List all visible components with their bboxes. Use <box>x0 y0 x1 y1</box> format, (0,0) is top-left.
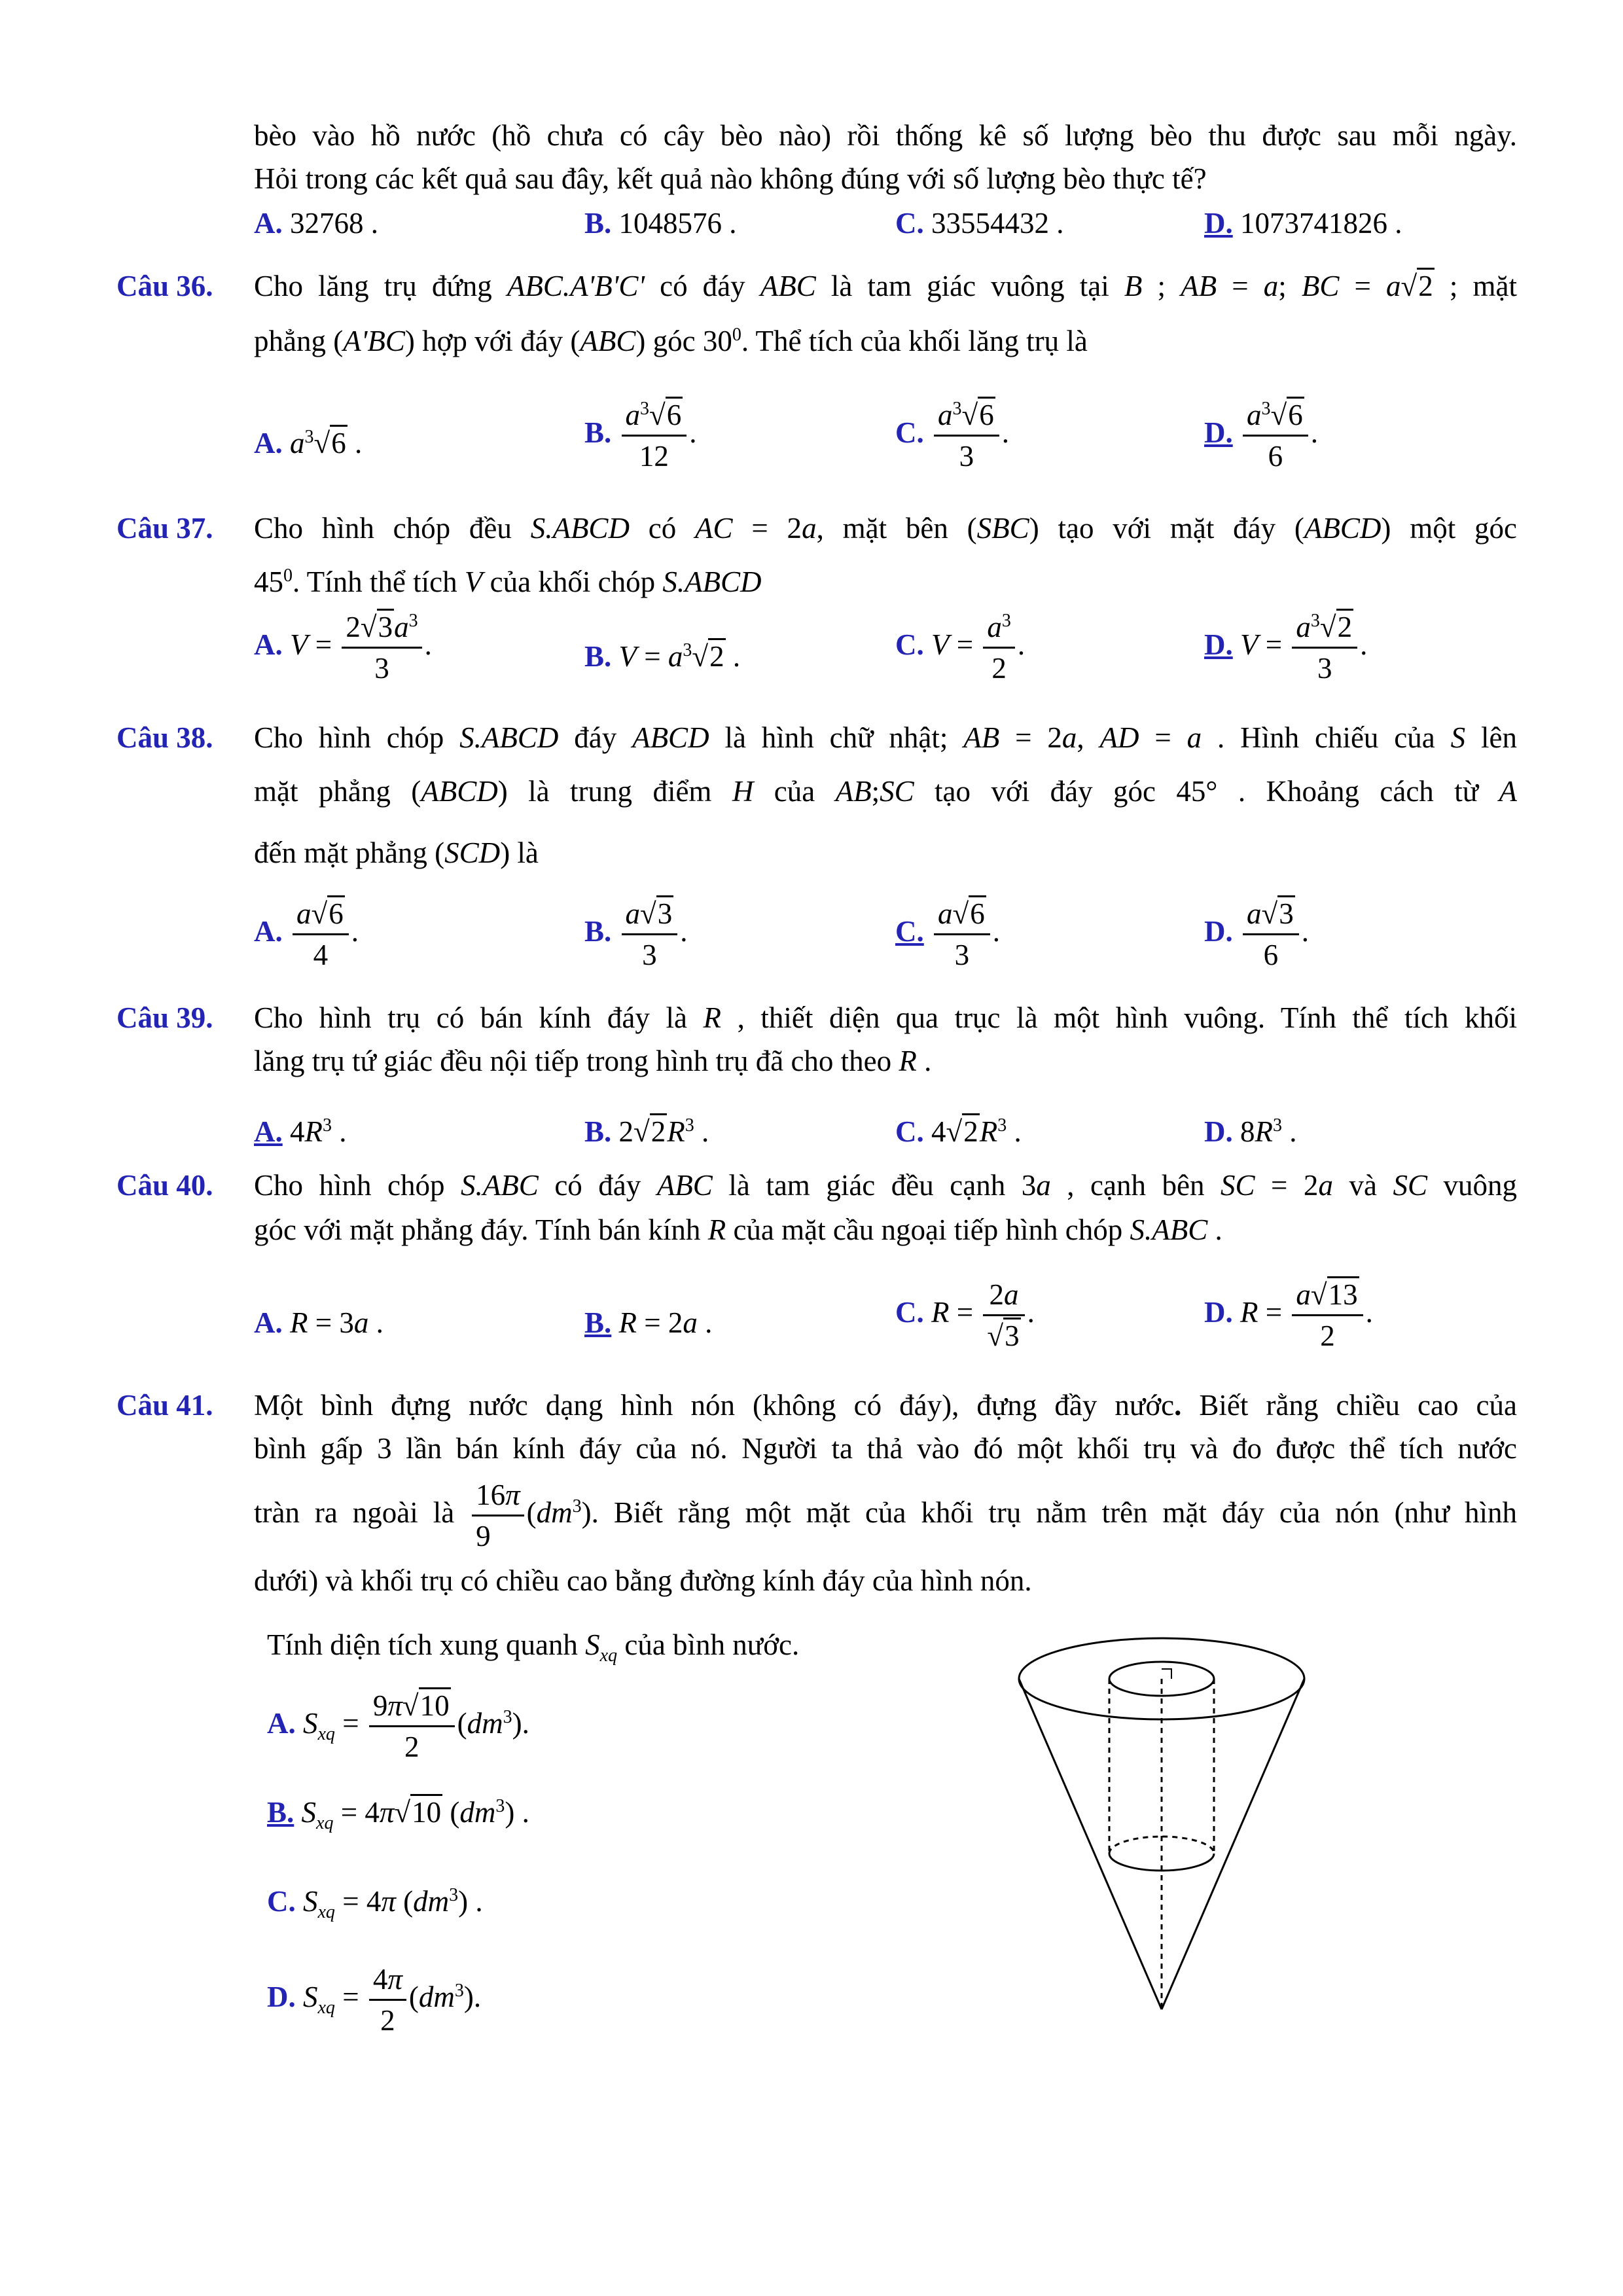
intro-line-1: bèo vào hồ nước (hồ chưa có cây bèo nào) rồi thống kê số lượng bèo thu được sau mỗi ngày. <box>254 119 1517 152</box>
question-37-label: Câu 37. <box>116 512 213 545</box>
q41-line-1: Một bình đựng nước dạng hình nón (không có đáy), đựng đầy nước. Biết rằng chiều cao của <box>254 1389 1517 1422</box>
right-angle-marker <box>1162 1669 1171 1679</box>
q40-option-d: D. R = $\frac{a√13}{2}$ . <box>1204 1278 1373 1353</box>
intro-option-c: C. 33554432 . <box>895 207 1064 240</box>
q36-line-1: Cho lăng trụ đứng ABC.A'B'C' có đáy ABC là tam giác vuông tại B ; AB = a; BC = a√2 ; mặt <box>254 267 1517 305</box>
q36-option-b: B. $\frac{a^3√6}{12}$ . <box>584 398 696 473</box>
q40-option-b: B. R = 2a . <box>584 1306 713 1339</box>
q39-line-1: Cho hình trụ có bán kính đáy là R , thiết diện qua trục là một hình vuông. Tính thể tích khối <box>254 1001 1517 1034</box>
question-40-label: Câu 40. <box>116 1169 213 1202</box>
q38-option-a: A. $\frac{a√6}{4}$ . <box>254 897 359 972</box>
q36-option-c: C. $\frac{a^3√6}{3}$ . <box>895 398 1009 473</box>
q41-line-5: Tính diện tích xung quanh $S_{xq}$ của bình nước. <box>267 1628 800 1666</box>
q39-option-a: A. $4R^3$ . <box>254 1115 347 1148</box>
q36-option-a: A. $a^3√6$ . <box>254 424 362 462</box>
q37-option-c: C. V = $\frac{a^3}{2}$ . <box>895 611 1026 685</box>
cone-right-side <box>1162 1679 1304 2009</box>
q39-option-b: B. $2√2R^3$ . <box>584 1113 709 1151</box>
intro-option-d: D. 1073741826 . <box>1204 207 1402 240</box>
q39-option-d: D. $8R^3$ . <box>1204 1115 1297 1148</box>
q41-option-d: D. $S_{xq}$ = $\frac{4\pi}{2}$ $(dm^3)$. <box>267 1963 482 2037</box>
question-39-label: Câu 39. <box>116 1001 213 1034</box>
q36-option-d: D. $\frac{a^3√6}{6}$ . <box>1204 398 1318 473</box>
q41-line-4: dưới) và khối trụ có chiều cao bằng đường kính đáy của hình nón. <box>254 1564 1032 1597</box>
q37-option-b: B. $V = a^3√2$ . <box>584 637 740 675</box>
q40-option-a: A. R = 3a . <box>254 1306 383 1339</box>
q40-line-1: Cho hình chóp S.ABC có đáy ABC là tam giác đều cạnh 3a , cạnh bên SC = 2a và SC vuông <box>254 1169 1517 1202</box>
q39-line-2: lăng trụ tứ giác đều nội tiếp trong hình trụ đã cho theo R . <box>254 1045 932 1077</box>
q39-option-c: C. $4√2R^3$ . <box>895 1113 1022 1151</box>
question-36-label: Câu 36. <box>116 270 213 302</box>
q38-option-c: C. $\frac{a√6}{3}$ . <box>895 897 1000 972</box>
q40-line-2: góc với mặt phẳng đáy. Tính bán kính R của mặt cầu ngoại tiếp hình chóp S.ABC . <box>254 1213 1222 1246</box>
q38-option-b: B. $\frac{a√3}{3}$ . <box>584 897 687 972</box>
q41-option-b: B. $S_{xq} = 4\pi√10$ $(dm^3)$ . <box>267 1793 529 1831</box>
q36-line-2: phẳng (A'BC) hợp với đáy (ABC) góc $30^0$. Thể tích của khối lăng trụ là <box>254 325 1088 357</box>
q38-line-1: Cho hình chóp S.ABCD đáy ABCD là hình chữ nhật; AB = 2a, AD = a . Hình chiếu của S lên <box>254 721 1517 754</box>
intro-option-b: B. 1048576 . <box>584 207 737 240</box>
q41-option-a: A. $S_{xq}$ = $\frac{9\pi√10}{2}$ $(dm^3)$. <box>267 1689 529 1764</box>
q37-line-1: Cho hình chóp đều S.ABCD có AC = 2a, mặt bên (SBC) tạo với mặt đáy (ABCD) một góc <box>254 512 1517 545</box>
q38-line-3: đến mặt phẳng (SCD) là <box>254 836 539 869</box>
q41-line-3: tràn ra ngoài là $\frac{16\pi}{9}$ $(dm^3)$. Biết rằng một mặt của khối trụ nằm trên mặt đáy của nón (như hình <box>254 1479 1517 1552</box>
q38-option-d: D. $\frac{a√3}{6}$ . <box>1204 897 1309 972</box>
question-41-label: Câu 41. <box>116 1389 213 1422</box>
cone-cylinder-figure <box>1008 1617 1466 2022</box>
q37-option-d: D. V = $\frac{a^3√2}{3}$ . <box>1204 610 1367 685</box>
q38-line-2: mặt phẳng (ABCD) là trung điểm H của AB;SC tạo với đáy góc 45° . Khoảng cách từ A <box>254 775 1518 808</box>
q37-option-a: A. V = $\frac{2√3a^3}{3}$ . <box>254 610 432 685</box>
q41-option-c: C. $S_{xq} = 4\pi$ $(dm^3)$ . <box>267 1885 483 1922</box>
question-38-label: Câu 38. <box>116 721 213 754</box>
cone-left-side <box>1019 1679 1162 2009</box>
q41-line-2: bình gấp 3 lần bán kính đáy của nó. Người ta thả vào đó một khối trụ và đo được thể tích nước <box>254 1432 1517 1465</box>
q37-line-2: $45^0$. Tính thể tích V của khối chóp S.ABCD <box>254 565 762 598</box>
intro-option-a: A. 32768 . <box>254 207 378 240</box>
intro-line-2: Hỏi trong các kết quả sau đây, kết quả nào không đúng với số lượng bèo thực tế? <box>254 162 1207 195</box>
q40-option-c: C. R = $\frac{2a}{√3}$ . <box>895 1278 1035 1352</box>
